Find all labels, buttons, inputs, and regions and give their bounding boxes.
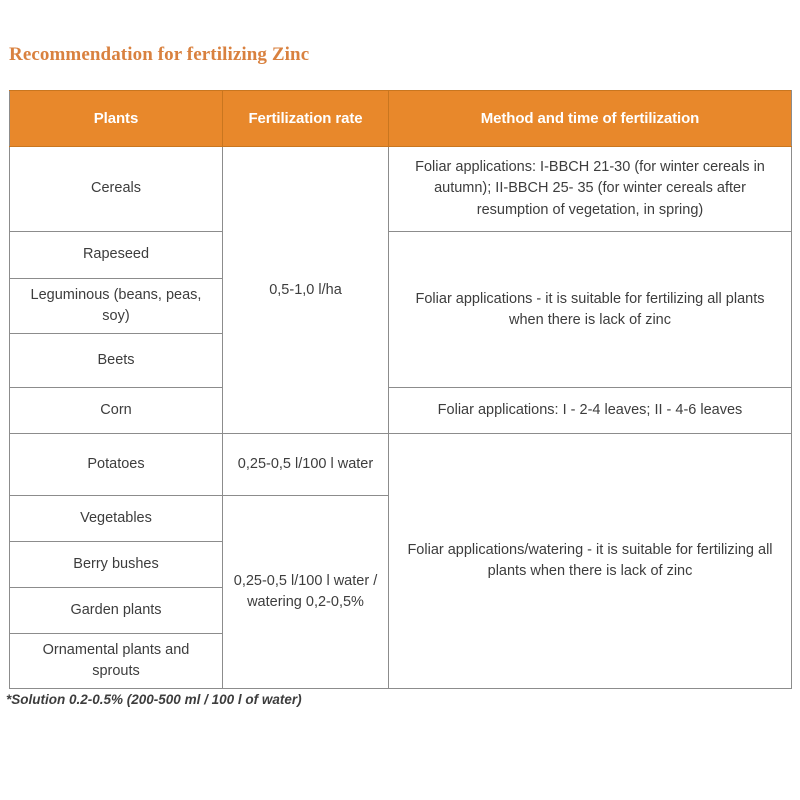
- plant-name-garden-plants: Garden plants: [10, 588, 223, 634]
- rate-vegetables-to-ornamental: 0,25-0,5 l/100 l water / watering 0,2-0,5%: [223, 496, 389, 689]
- page-title: Recommendation for fertilizing Zinc: [9, 44, 310, 65]
- table-row: [10, 434, 792, 496]
- plant-name-corn: Corn: [10, 388, 223, 434]
- table-row: [10, 388, 792, 434]
- method-corn: Foliar applications: I - 2-4 leaves; II - 4-6 leaves: [389, 388, 792, 434]
- method-potatoes-to-ornamental: Foliar applications/watering - it is suitable for fertilizing all plants when there is lack of zinc: [389, 434, 792, 689]
- column-header-fertilization-rate: Fertilization rate: [223, 91, 389, 147]
- method-cereals: Foliar applications: I-BBCH 21-30 (for winter cereals in autumn); II-BBCH 25- 35 (for winter cereals after resumption of vegetation, in spring): [389, 147, 792, 232]
- table-row: [10, 147, 792, 232]
- plant-name-leguminous: Leguminous (beans, peas, soy): [10, 279, 223, 334]
- method-rapeseed-to-beets: Foliar applications - it is suitable for fertilizing all plants when there is lack of zinc: [389, 232, 792, 388]
- table-body: [10, 147, 792, 689]
- plant-name-cereals: Cereals: [10, 147, 223, 232]
- plant-name-potatoes: Potatoes: [10, 434, 223, 496]
- table-header: [10, 91, 792, 147]
- plant-name-ornamental-plants: Ornamental plants and sprouts: [10, 634, 223, 689]
- plant-name-rapeseed: Rapeseed: [10, 232, 223, 279]
- footnote-solution: *Solution 0.2-0.5% (200-500 ml / 100 l of water): [6, 692, 302, 707]
- rate-potatoes: 0,25-0,5 l/100 l water: [223, 434, 389, 496]
- fertilization-table: [9, 90, 792, 689]
- plant-name-beets: Beets: [10, 334, 223, 388]
- rate-cereals-to-corn: 0,5-1,0 l/ha: [223, 147, 389, 434]
- plant-name-berry-bushes: Berry bushes: [10, 542, 223, 588]
- fertilization-table-wrapper: [9, 90, 791, 689]
- table-row: [10, 232, 792, 279]
- table-header-row: [10, 91, 792, 147]
- column-header-plants: Plants: [10, 91, 223, 147]
- column-header-method-and-time: Method and time of fertilization: [389, 91, 792, 147]
- plant-name-vegetables: Vegetables: [10, 496, 223, 542]
